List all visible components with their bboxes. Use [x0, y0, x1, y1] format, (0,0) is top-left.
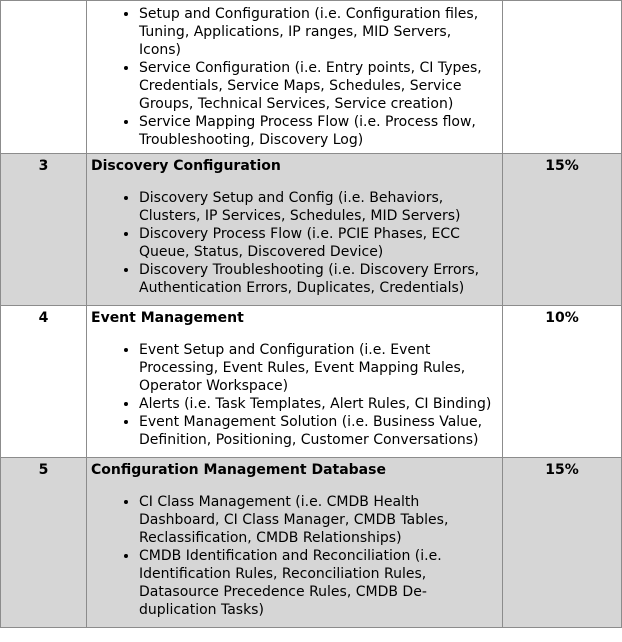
- table-row: [1, 1, 622, 154]
- subtopic-list: [91, 493, 496, 619]
- table-row: [1, 306, 622, 458]
- list-item: • Alerts (i.e. Task Templates, Alert Rules, CI Binding): [139, 395, 496, 413]
- section-weight-cell: 10%: [503, 306, 622, 458]
- subtopic-list: [91, 5, 496, 149]
- section-number-cell: 5: [1, 458, 87, 628]
- section-weight-cell: 15%: [503, 458, 622, 628]
- table-row: [1, 154, 622, 306]
- section-weight-cell: [503, 1, 622, 154]
- section-number-cell: [1, 1, 87, 154]
- section-title: Discovery Configuration: [91, 158, 281, 174]
- section-topic-cell: [87, 306, 503, 458]
- section-title: Configuration Management Database: [91, 462, 386, 478]
- subtopic-list: [91, 341, 496, 449]
- table-row: [1, 458, 622, 628]
- section-topic-cell: [87, 1, 503, 154]
- list-item: • Event Setup and Configuration (i.e. Event Processing, Event Rules, Event Mapping Rules, Operator Workspace): [139, 341, 496, 395]
- section-weight-cell: 15%: [503, 154, 622, 306]
- section-topic-cell: [87, 154, 503, 306]
- list-item: • Service Configuration (i.e. Entry points, CI Types, Credentials, Service Maps, Schedules, Service Groups, Technical Services, Service creation): [139, 59, 496, 113]
- section-topic-cell: [87, 458, 503, 628]
- list-item: • Service Mapping Process Flow (i.e. Process flow, Troubleshooting, Discovery Log): [139, 113, 496, 149]
- section-number-cell: 3: [1, 154, 87, 306]
- subtopic-list: [91, 189, 496, 297]
- list-item: • Discovery Setup and Config (i.e. Behaviors, Clusters, IP Services, Schedules, MID Servers): [139, 189, 496, 225]
- list-item: • Discovery Process Flow (i.e. PCIE Phases, ECC Queue, Status, Discovered Device): [139, 225, 496, 261]
- list-item: • Setup and Configuration (i.e. Configuration files, Tuning, Applications, IP ranges, MID Servers, Icons): [139, 5, 496, 59]
- list-item: • CI Class Management (i.e. CMDB Health Dashboard, CI Class Manager, CMDB Tables, Reclassification, CMDB Relationships): [139, 493, 496, 547]
- list-item: • Discovery Troubleshooting (i.e. Discovery Errors, Authentication Errors, Duplicates, Credentials): [139, 261, 496, 297]
- list-item: • CMDB Identification and Reconciliation (i.e. Identification Rules, Reconciliation Rules, Datasource Precedence Rules, CMDB De-duplication Tasks): [139, 547, 496, 619]
- section-title: Event Management: [91, 310, 244, 326]
- section-number-cell: 4: [1, 306, 87, 458]
- list-item: • Event Management Solution (i.e. Business Value, Definition, Positioning, Customer Conversations): [139, 413, 496, 449]
